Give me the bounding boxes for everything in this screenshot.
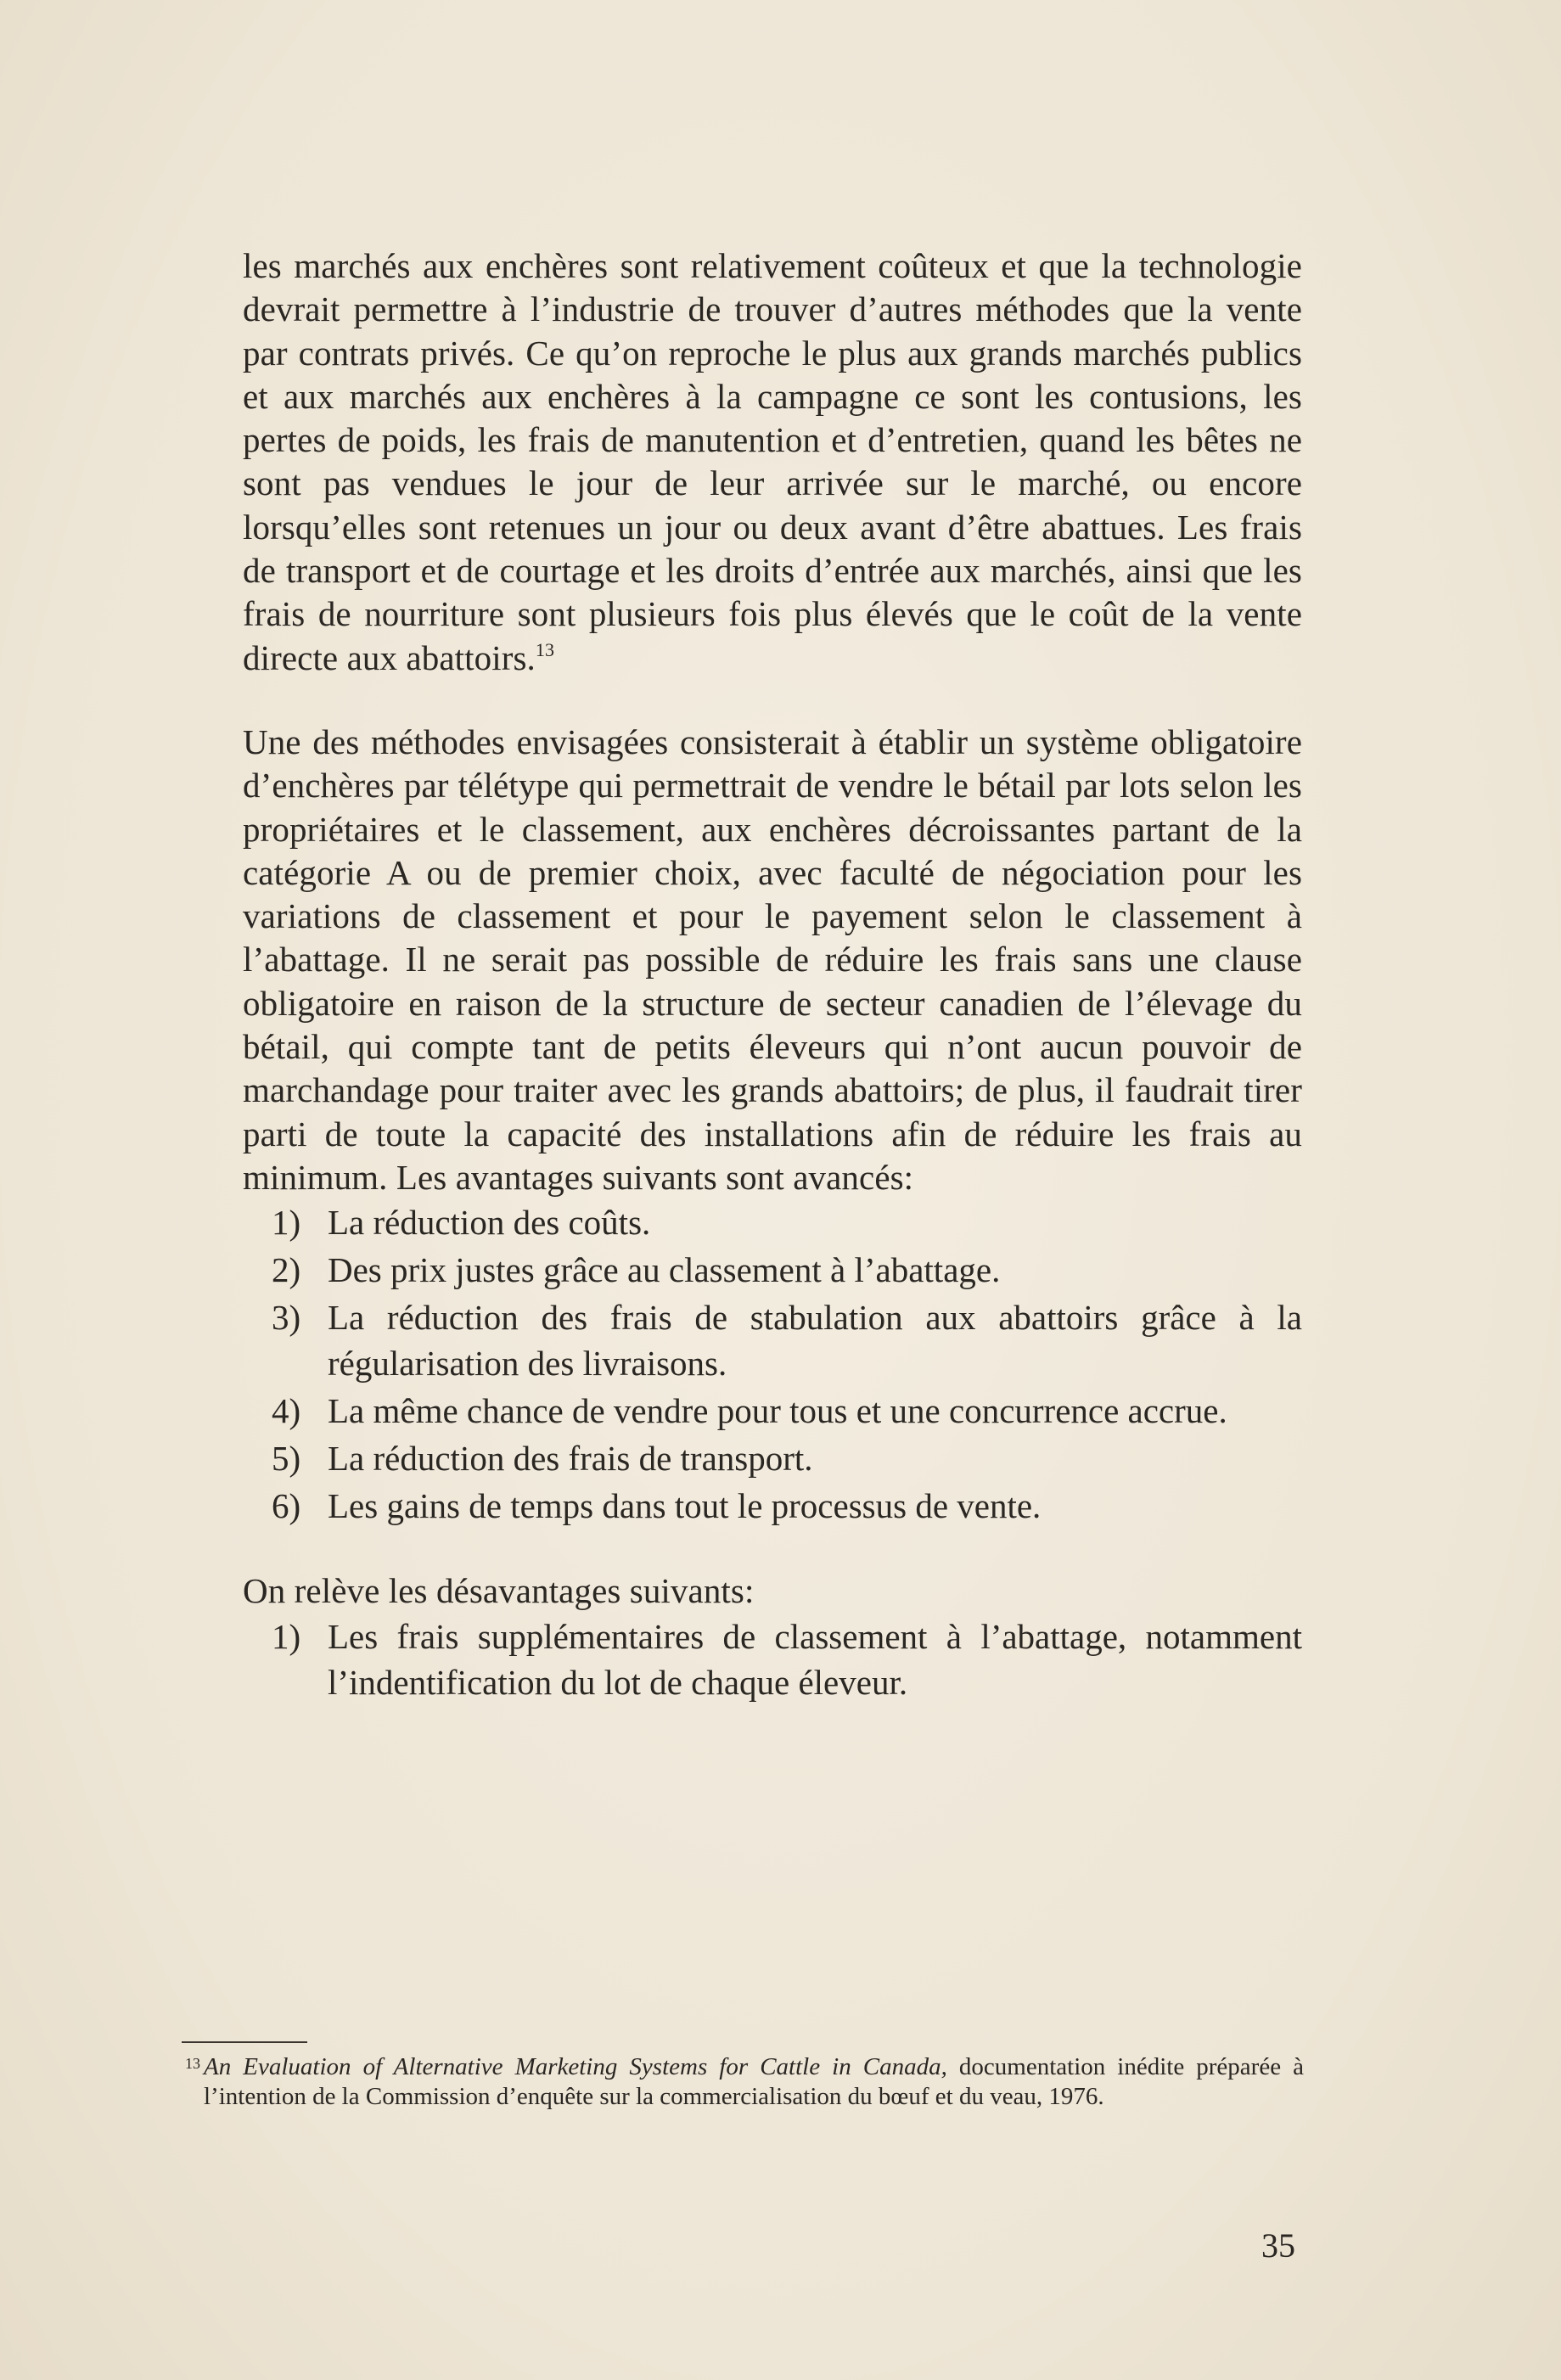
list-item-text: Les gains de temps dans tout le processus de vente. [328, 1486, 1042, 1526]
list-item-number: 1) [272, 1616, 301, 1656]
list-item-number: 3) [272, 1298, 301, 1338]
list-item [243, 1199, 1302, 1245]
list-item-text: Des prix justes grâce au classement à l’abattage. [328, 1250, 1001, 1290]
footnote-title: An Evaluation of Alternative Marketing Systems for Cattle in Canada, [204, 2053, 947, 2080]
paragraph-3 [243, 1569, 1302, 1613]
list-item-number: 6) [272, 1486, 301, 1526]
list-item [243, 1294, 1302, 1386]
list-item-text: Les frais supplémentaires de classement à l’abattage, notamment l’indentification du lot de chaque éleveur. [328, 1616, 1302, 1702]
footnote-mark: 13 [185, 2055, 200, 2072]
paragraph-2 [243, 721, 1302, 1199]
list-item-text: La même chance de vendre pour tous et une concurrence accrue. [328, 1391, 1227, 1431]
list-item [243, 1247, 1302, 1293]
main-text [243, 244, 1302, 1707]
paragraph-1 [243, 244, 1302, 680]
disadvantages-list [243, 1614, 1302, 1705]
list-item [243, 1614, 1302, 1705]
list-item-text: La réduction des frais de transport. [328, 1439, 813, 1479]
advantages-list [243, 1199, 1302, 1529]
list-item-number: 1) [272, 1203, 301, 1243]
list-item-number: 2) [272, 1250, 301, 1290]
list-item [243, 1483, 1302, 1529]
footnote-text: documentation inédite préparée à l’intention de la Commission d’enquête sur la commercialisation du bœuf et du veau, 1976. [204, 2053, 1305, 2110]
footnote-reference[interactable]: 13 [535, 638, 555, 660]
list-item-number: 5) [272, 1439, 301, 1479]
list-item [243, 1388, 1302, 1434]
list-item-number: 4) [272, 1391, 301, 1431]
footnote [185, 2052, 1305, 2112]
list-item-text: La réduction des coûts. [328, 1203, 651, 1243]
footnote-divider [182, 2041, 307, 2043]
paragraph-1-text: les marchés aux enchères sont relativement coûteux et que la technologie devrait permettre à l’industrie de trouver d’autres méthodes que la vente par contrats privés. Ce qu’on reproche le plus aux grands marchés publics et aux marchés aux enchères à la campagne ce sont les contusions, les pertes de poids, les frais de manutention et d’entretien, quand les bêtes ne sont pas vendues le jour de leur arrivée sur le marché, ou encore lorsqu’elles sont retenues un jour ou deux avant d’être abattues. Les frais de transport et de courtage et les droits d’entrée aux marchés, ainsi que les frais de nourriture sont plusieurs fois plus élevés que le coût de la vente directe aux abattoirs. [243, 246, 1302, 677]
paragraph-3-text: On relève les désavantages suivants: [243, 1571, 755, 1611]
paragraph-2-text: Une des méthodes envisagées consisterait à établir un système obligatoire d’enchères par télétype qui permettrait de vendre le bétail par lots selon les propriétaires et le classement, aux enchères décroissantes partant de la catégorie A ou de premier choix, avec faculté de négociation pour les variations de classement et pour le payement selon le classement à l’abattage. Il ne serait pas possible de réduire les frais sans une clause obligatoire en raison de la structure de secteur canadien de l’élevage du bétail, qui compte tant de petits éleveurs qui n’ont aucun pouvoir de marchandage pour traiter avec les grands abattoirs; de plus, il faudrait tirer parti de toute la capacité des installations afin de réduire les frais au minimum. Les avantages suivants sont avancés: [243, 721, 1302, 1197]
list-item-text: La réduction des frais de stabulation aux abattoirs grâce à la régularisation des livraisons. [328, 1298, 1302, 1384]
list-item [243, 1435, 1302, 1481]
page-number: 35 [1261, 2226, 1295, 2265]
